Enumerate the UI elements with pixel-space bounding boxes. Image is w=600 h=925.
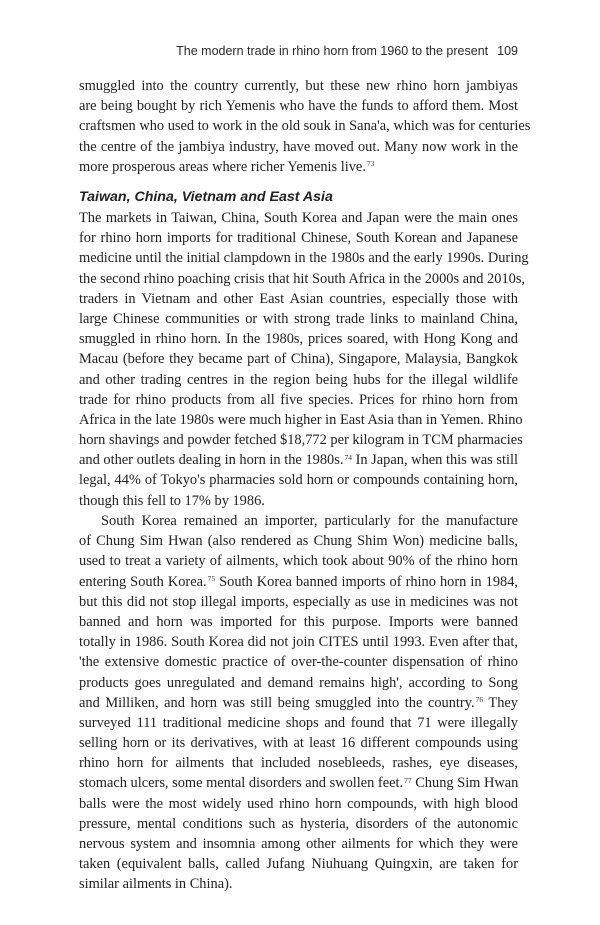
text-line <box>79 874 518 894</box>
text-line <box>79 652 518 672</box>
text-line <box>79 794 518 814</box>
text-line <box>79 430 523 450</box>
line-text: medicine until the initial clampdown in the 1980s and the early 1990s. During <box>79 250 529 267</box>
line-text: nervous system and insomnia among other ailments for which they were <box>79 836 518 852</box>
line-text: smuggled in rhino horn. In the 1980s, prices soared, with Hong Kong and <box>79 331 518 348</box>
footnote-marker[interactable]: 77 <box>404 775 412 785</box>
section-heading: Taiwan, China, Vietnam and East Asia <box>79 189 333 205</box>
text-line <box>79 390 518 410</box>
text-line <box>79 269 526 289</box>
line-text: totally in 1986. South Korea did not join CITES until 1993. Even after that, <box>79 634 518 651</box>
footnote-marker[interactable]: 73 <box>366 159 375 169</box>
text-line <box>79 491 518 511</box>
text-line <box>79 713 518 733</box>
line-text: Africa in the late 1980s were much higher in East Asia than in Yemen. Rhino <box>79 411 523 428</box>
line-text: banned and horn was imported for this purpose. Imports were banned <box>79 613 518 630</box>
text-line <box>79 632 518 652</box>
text-line <box>79 116 531 136</box>
line-text: products goes unregulated and demand remains high', according to Song <box>79 674 518 691</box>
paragraph-markets <box>79 208 529 511</box>
line-text: and Milliken, and horn was still being smuggled into the country. <box>79 694 475 711</box>
page-number: 109 <box>497 44 518 58</box>
line-text-after-note: South Korea banned imports of rhino horn in 1984, <box>215 573 519 590</box>
line-text: and other outlets dealing in horn in the 1980s. <box>79 452 344 469</box>
text-line <box>79 753 518 773</box>
line-text-after-note: They <box>483 694 519 711</box>
text-line <box>79 157 518 177</box>
footnote-marker[interactable]: 76 <box>475 695 484 705</box>
text-line <box>79 370 518 390</box>
line-text: large Chinese communities or with strong trade links to mainland China, <box>79 310 518 327</box>
line-text: horn shavings and powder fetched $18,772 per kilogram in TCM pharmacies <box>79 432 523 449</box>
line-text: stomach ulcers, some mental disorders and swollen feet. <box>79 775 404 792</box>
line-text: Macau (before they became part of China), Singapore, Malaysia, Bangkok <box>79 351 518 368</box>
line-text: surveyed 111 traditional medicine shops and found that 71 were illegally <box>79 714 518 731</box>
paragraph-south-korea <box>79 511 518 895</box>
line-text: traders in Vietnam and other East Asian countries, especially those with <box>79 290 518 307</box>
running-header <box>79 44 518 58</box>
line-text: smuggled into the country currently, but these new rhino horn jambiyas <box>79 78 518 94</box>
text-line <box>79 693 518 713</box>
text-line <box>79 349 518 369</box>
text-line <box>79 854 518 874</box>
footnote-marker[interactable]: 74 <box>344 452 352 462</box>
line-text: more prosperous areas where richer Yemenis live. <box>79 158 366 175</box>
line-text-after-note: Chung Sim Hwan <box>411 775 519 792</box>
text-line <box>79 96 518 116</box>
text-line <box>79 733 518 753</box>
line-text: South Korea remained an importer, particularly for the manufacture <box>101 513 518 529</box>
line-text: of Chung Sim Hwan (also rendered as Chung Shim Won) medicine balls, <box>79 533 518 550</box>
text-line <box>79 76 518 96</box>
text-line <box>79 208 518 228</box>
text-line <box>79 551 518 571</box>
line-text: the second rhino poaching crisis that hit South Africa in the 2000s and 2010s, <box>79 270 526 287</box>
line-text: entering South Korea. <box>79 573 207 590</box>
text-line <box>79 450 518 470</box>
line-text: used to treat a variety of ailments, which took about 90% of the rhino horn <box>79 553 518 570</box>
text-line <box>79 470 518 490</box>
text-line <box>79 773 518 793</box>
text-line <box>79 673 518 693</box>
text-line <box>79 592 518 612</box>
running-title: The modern trade in rhino horn from 1960 to the present <box>176 44 489 58</box>
line-text: are being bought by rich Yemenis who have the funds to afford them. Most <box>79 98 518 115</box>
footnote-marker[interactable]: 75 <box>207 574 216 584</box>
line-text-after-note: In Japan, when this was still <box>351 452 518 469</box>
line-text: pressure, mental conditions such as hysteria, disorders of the autonomic <box>79 815 518 832</box>
line-text: and other trading centres in the region being hubs for the illegal wildlife <box>79 371 518 388</box>
line-text: trade for rhino products from all five species. Prices for rhino horn from <box>79 391 518 408</box>
text-line <box>79 572 518 592</box>
line-text: 'the extensive domestic practice of over-the-counter dispensation of rhino <box>79 654 518 671</box>
line-text: taken (equivalent balls, called Jufang Niuhuang Quingxin, are taken for <box>79 856 518 873</box>
text-line <box>79 814 518 834</box>
line-text: craftsmen who used to work in the old souk in Sana'a, which was for centuries <box>79 118 531 135</box>
line-text: similar ailments in China). <box>79 876 233 893</box>
text-line <box>79 329 518 349</box>
line-text: though this fell to 17% by 1986. <box>79 492 265 509</box>
text-line <box>79 511 518 531</box>
line-text: legal, 44% of Tokyo's pharmacies sold horn or compounds containing horn, <box>79 472 518 489</box>
text-line <box>79 612 518 632</box>
text-line <box>79 309 518 329</box>
text-line <box>79 410 523 430</box>
line-text: rhino horn for ailments that included nosebleeds, rashes, eye diseases, <box>79 755 518 772</box>
text-line <box>79 228 518 248</box>
line-text: the centre of the jambiya industry, have moved out. Many now work in the <box>79 138 518 155</box>
line-text: selling horn or its derivatives, with at least 16 different compounds using <box>79 735 518 752</box>
text-line <box>79 248 529 268</box>
text-line <box>79 531 518 551</box>
line-text: but this did not stop illegal imports, especially as use in medicines was not <box>79 593 518 610</box>
paragraph-continued <box>79 76 531 177</box>
line-text: for rhino horn imports for traditional Chinese, South Korean and Japanese <box>79 230 518 247</box>
text-line <box>79 137 518 157</box>
line-text: The markets in Taiwan, China, South Korea and Japan were the main ones <box>79 210 518 226</box>
text-line <box>79 289 518 309</box>
text-line <box>79 834 518 854</box>
line-text: balls were the most widely used rhino horn compounds, with high blood <box>79 795 518 812</box>
